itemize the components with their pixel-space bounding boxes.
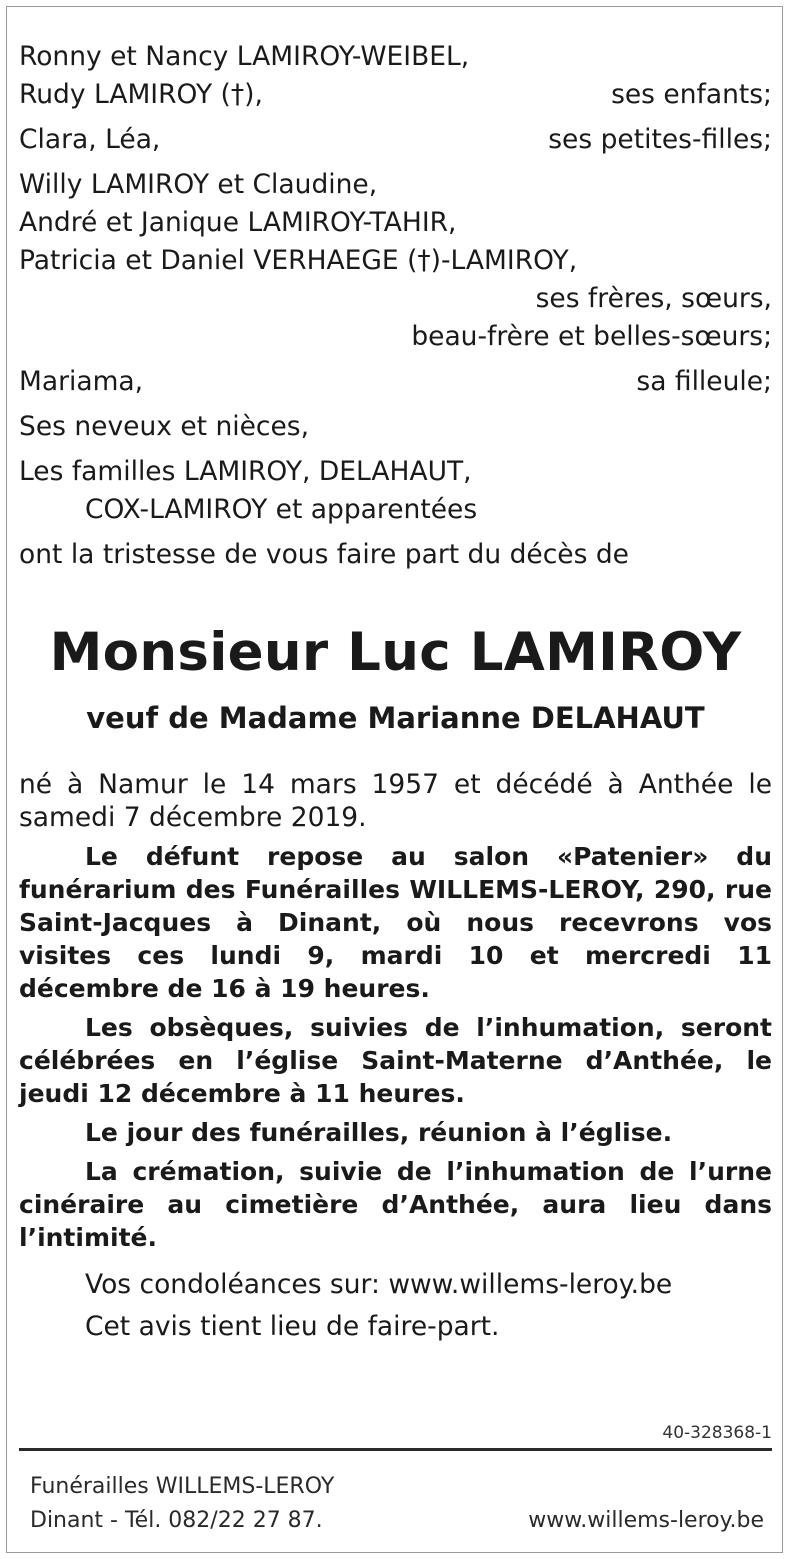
siblings-role-1: ses frères, sœurs, <box>535 283 772 314</box>
obituary-content <box>19 38 772 1348</box>
families-line-1: Les familles LAMIROY, DELAHAUT, <box>19 456 472 487</box>
siblings-line-3: Patricia et Daniel VERHAEGE (†)-LAMIROY, <box>19 245 578 276</box>
funeral-company: Funérailles WILLEMS-LEROY <box>30 1474 335 1499</box>
repose-text: Le défunt repose au salon «Patenier» du funérarium des Funérailles WILLEMS-LEROY, 290, rue Saint-Jacques à Dinant, où nous recevrons vos visites ces lundi 9, mardi 10 et mercredi 11 décembre de 16 à 19 heures. <box>19 842 772 1003</box>
footer-row-contact <box>30 1504 764 1538</box>
cremation-text: La crémation, suivie de l’inhumation de l’urne cinéraire au cimetière d’Anthée, aura lieu dans l’intimité. <box>19 1157 772 1252</box>
announcement-line: ont la tristesse de vous faire part du décès de <box>19 539 629 570</box>
footer-row-company <box>30 1470 764 1504</box>
born-died-text: né à Namur le 14 mars 1957 et décédé à Anthée le samedi 7 décembre 2019. <box>19 769 772 833</box>
widower-of: veuf de Madame Marianne DELAHAUT <box>86 701 705 735</box>
goddaughter-role: sa filleule; <box>636 366 772 397</box>
company-website: www.willems-leroy.be <box>528 1508 764 1533</box>
children-line-1: Ronny et Nancy LAMIROY-WEIBEL, <box>19 41 470 72</box>
grandchildren-role: ses petites-filles; <box>548 124 772 155</box>
siblings-line-1: Willy LAMIROY et Claudine, <box>19 169 378 200</box>
grandchildren-line: Clara, Léa, ses petites-filles; <box>19 121 772 159</box>
siblings-line-2: André et Janique LAMIROY-TAHIR, <box>19 207 457 238</box>
reference-number: 40-328368-1 <box>662 1423 772 1443</box>
siblings-role-2: beau-frère et belles-sœurs; <box>411 321 772 352</box>
families-line-2: COX-LAMIROY et apparentées <box>85 494 478 525</box>
company-address-phone: Dinant - Tél. 082/22 27 87. <box>30 1508 323 1533</box>
footer-divider <box>19 1448 772 1451</box>
notice-text: Cet avis tient lieu de faire-part. <box>85 1311 500 1342</box>
children-line-2: Rudy LAMIROY (†), ses enfants; <box>19 76 772 114</box>
goddaughter-line: Mariama, sa filleule; <box>19 363 772 401</box>
children-role: ses enfants; <box>611 79 772 110</box>
footer <box>30 1470 764 1538</box>
deceased-name: Monsieur Luc LAMIROY <box>49 622 742 683</box>
condolences-text: Vos condoléances sur: www.willems-leroy.be <box>85 1269 673 1300</box>
meeting-text: Le jour des funérailles, réunion à l’église. <box>85 1118 673 1147</box>
nephews-line: Ses neveux et nièces, <box>19 411 310 442</box>
funeral-text: Les obsèques, suivies de l’inhumation, seront célébrées en l’église Saint-Materne d’Anthée, le jeudi 12 décembre à 11 heures. <box>19 1013 772 1108</box>
